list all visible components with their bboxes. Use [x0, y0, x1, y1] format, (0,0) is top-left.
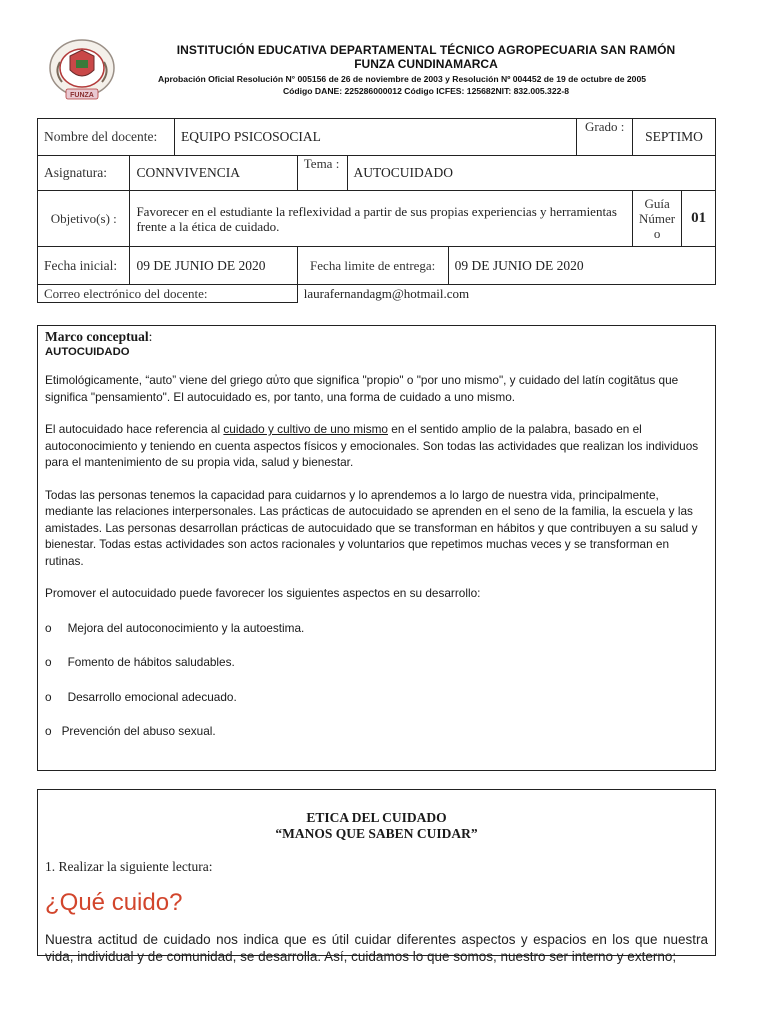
grado-label: Grado : [577, 119, 633, 156]
tema-label: Tema : [297, 156, 347, 191]
underlined-phrase: cuidado y cultivo de uno mismo [223, 422, 388, 436]
fecha-limite-label: Fecha limite de entrega: [297, 247, 448, 285]
docente-label: Nombre del docente: [38, 119, 175, 156]
etica-title: ETICA DEL CUIDADO “MANOS QUE SABEN CUIDAR” [275, 810, 478, 841]
objetivo-value: Favorecer en el estudiante la reflexividad a partir de sus propias experiencias y herramientas frente a la ética de cuidado. [130, 191, 633, 247]
marco-title: Marco conceptual: [45, 329, 153, 344]
fecha-inicial-value: 09 DE JUNIO DE 2020 [130, 247, 297, 285]
reading-heading: ¿Qué cuido? [45, 889, 183, 916]
guide-info-table [37, 118, 716, 303]
fecha-inicial-label: Fecha inicial: [38, 247, 130, 285]
docente-value: EQUIPO PSICOSOCIAL [175, 119, 577, 156]
guia-label: Guía Númer o [633, 191, 682, 247]
marco-conceptual-box [37, 325, 716, 771]
codes-line: Código DANE: 225286000012 Código ICFES: 125682NIT: 832.005.322-8 [282, 86, 570, 96]
approval-line: Aprobación Oficial Resolución N° 005156 de 26 de noviembre de 2003 y Resolución Nº 004452 de 19 de octubre de 2005 [157, 74, 647, 84]
paragraph-promote: Promover el autocuidado puede favorecer los siguientes aspectos en su desarrollo: [45, 586, 481, 600]
reading-body: Nuestra actitud de cuidado nos indica que es útil cuidar diferentes aspectos y espacios en los que nuestra vida, individual y de comunidad, se desarrolla. Así, cuidamos lo que somos, nuestro ser interno y externo; [45, 932, 708, 964]
list-item: o Prevención del abuso sexual. [45, 724, 216, 738]
paragraph-definition: El autocuidado hace referencia al cuidado y cultivo de uno mismo en el sentido amplio de la palabra, basado en el autoconocimiento y teniendo en cuenta aspectos físicos y emocionales. Son todas las actividades que realizan los individuos para el mantenimiento de su propia vida, salud y bienestar. [45, 422, 699, 469]
school-name: INSTITUCIÓN EDUCATIVA DEPARTAMENTAL TÉCNICO AGROPECUARIA SAN RAMÓN [176, 43, 676, 57]
school-location: FUNZA CUNDINAMARCA [354, 57, 498, 71]
objetivo-label: Objetivo(s) : [38, 191, 130, 247]
fecha-limite-value: 09 DE JUNIO DE 2020 [448, 247, 715, 285]
school-logo [46, 38, 118, 102]
asignatura-value: CONNVIVENCIA [130, 156, 297, 191]
reading-instruction: 1. Realizar la siguiente lectura: [45, 859, 213, 874]
logo-text: FUNZA [70, 92, 94, 99]
asignatura-label: Asignatura: [38, 156, 130, 191]
list-item: o Desarrollo emocional adecuado. [45, 689, 237, 704]
tema-value: AUTOCUIDADO [347, 156, 715, 191]
paragraph-learning: Todas las personas tenemos la capacidad para cuidarnos y lo aprendemos a lo largo de nuestra vida, principalmente, mediante las relaciones interpersonales. Las prácticas de autocuidado se aprenden en el seno de la familia, la escuela y las amistades. Las personas desarrollan prácticas de autocuidado que se transforman en hábitos y que contribuyen a su salud y bienestar. Todas estas actividades son actos racionales y voluntarios que repetimos muchas veces y se transforman en rutinas. [45, 487, 698, 568]
marco-subtitle: AUTOCUIDADO [45, 346, 130, 358]
document-header [44, 38, 734, 108]
etica-cuidado-box [37, 789, 716, 964]
list-item: o Fomento de hábitos saludables. [45, 655, 235, 669]
grado-value: SEPTIMO [633, 119, 716, 156]
guia-value: 01 [682, 191, 716, 247]
list-item: o Mejora del autoconocimiento y la autoestima. [45, 620, 305, 635]
correo-label: Correo electrónico del docente: [38, 285, 298, 303]
correo-value[interactable]: laurafernandagm@hotmail.com [297, 285, 715, 303]
paragraph-etymology: Etimológicamente, “auto” viene del griego αὐτο que significa "propio" o "por uno mismo", y cuidado del latín cogitātus que significa "pensamiento". El autocuidado es, por tanto, una forma de cuidado a uno mismo. [45, 373, 679, 404]
benefits-list [45, 620, 708, 740]
